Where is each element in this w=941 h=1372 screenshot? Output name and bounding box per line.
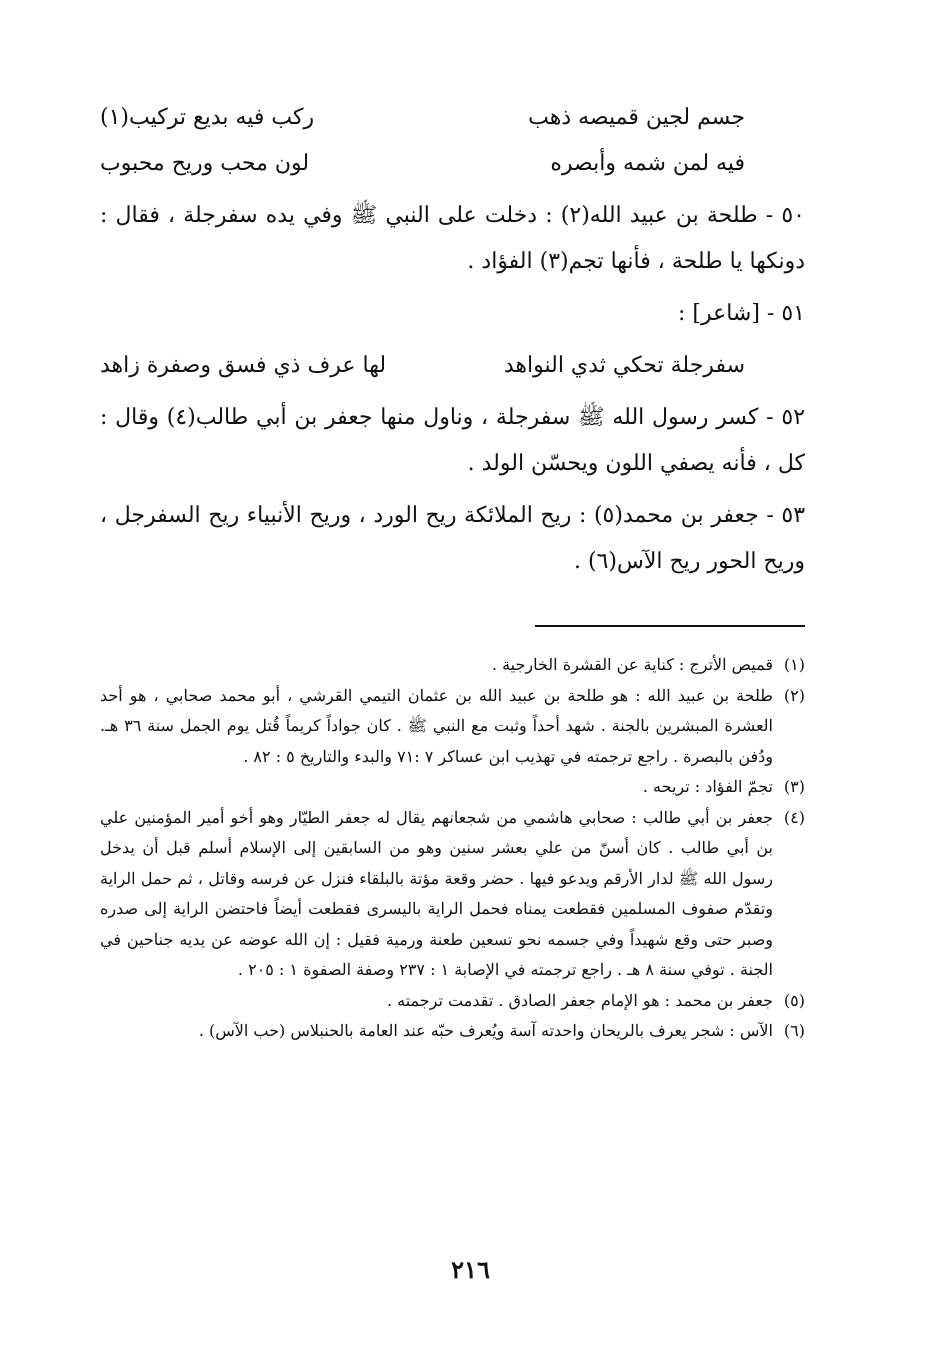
footnote-5 — [100, 986, 805, 1017]
footnote-text: جعفر بن أبي طالب : صحابي هاشمي من شجعانهم يقال له جعفر الطيّار وهو أخو أمير المؤمنين علي بن أبي طالب . كان أسنّ من علي بعشر سنين وهو من السابقين إلى الإسلام أسلم قبل أن يدخل رسول الله ﷺ لدار الأرقم ويدعو فيها . حضر وقعة مؤتة بالبلقاء فنزل عن فرسه وقاتل ، ثم حمل الراية وتقدّم صفوف المسلمين فقطعت يمناه فحمل الراية باليسرى فقطعت أيضاً فاحتضن الراية إلى صدره وصبر حتى وقع شهيداً وفي جسمه نحو تسعين طعنة ورمية فقيل : إن الله عوضه عن يديه جناحين في الجنة . توفي سنة ٨ هـ . راجع ترجمته في الإصابة ١ : ٢٣٧ وصفة الصفوة ١ : ٢٠٥ . — [100, 807, 773, 979]
footnote-number: (١) — [783, 655, 805, 674]
footnote-text: الآس : شجر يعرف بالريحان واحدته آسة ويُعرف حبّه عند العامة بالحنبلاس (حب الآس) . — [198, 1021, 773, 1040]
main-text — [100, 95, 805, 591]
poem-hemistich-right: فيه لمن شمه وأبصره — [550, 151, 745, 176]
footnote-number: (٦) — [783, 1021, 805, 1040]
page-number: ٢١٦ — [451, 1255, 490, 1284]
footnote-text: تجمّ الفؤاد : تريحه . — [642, 777, 773, 796]
poem-line-3 — [100, 343, 805, 389]
footnote-3 — [100, 772, 805, 803]
footnote-1 — [100, 650, 805, 681]
footnote-text: قميص الأترج : كناية عن القشرة الخارجية . — [491, 655, 773, 674]
poem-hemistich-right: جسم لجين قميصه ذهب — [528, 105, 745, 130]
footnote-text: جعفر بن محمد : هو الإمام جعفر الصادق . تقدمت ترجمته . — [386, 990, 773, 1010]
footnote-4 — [100, 803, 805, 986]
footnotes — [100, 650, 805, 1047]
footnote-6 — [100, 1016, 805, 1047]
entry-51-heading: ٥١ - [شاعر] : — [677, 301, 805, 326]
footnote-text: طلحة بن عبيد الله : هو طلحة بن عبيد الله بن عثمان التيمي القرشي ، أبو محمد صحابي ، هو أحد العشرة المبشرين بالجنة . شهد أحداً وثبت مع النبي ﷺ . كان جواداً كريماً قُتل يوم الجمل سنة ٣٦ هـ. ودُفن بالبصرة . راجع ترجمته في تهذيب ابن عساكر ٧ :٧١ والبدء والتاريخ ٥ : ٨٢ . — [100, 685, 774, 766]
poem-hemistich-left: ركب فيه بديع تركيب(١) — [100, 105, 315, 130]
poem-hemistich-left: لها عرف ذي فسق وصفرة زاهد — [100, 353, 387, 378]
entry-50: ٥٠ - طلحة بن عبيد الله(٢) : دخلت على النبي ﷺ وفي يده سفرجلة ، فقال : دونكها يا طلحة ، فأنها تجم(٣) الفؤاد . — [100, 203, 805, 274]
poem-hemistich-left: لون محب وريح محبوب — [100, 151, 310, 176]
entry-52: ٥٢ - كسر رسول الله ﷺ سفرجلة ، وناول منها جعفر بن أبي طالب(٤) وقال : كل ، فأنه يصفي اللون ويحسّن الولد . — [100, 405, 806, 476]
footnote-number: (٣) — [783, 777, 805, 796]
poem-hemistich-right: سفرجلة تحكي ثدي النواهد — [503, 353, 745, 378]
poem-line-2 — [100, 141, 805, 187]
footnote-number: (٢) — [783, 685, 805, 705]
entry-53: ٥٣ - جعفر بن محمد(٥) : ريح الملائكة ريح الورد ، وريح الأنبياء ريح السفرجل ، وريح الحور ريح الآس(٦) . — [100, 503, 806, 574]
footnote-2 — [100, 681, 805, 773]
footnote-number: (٥) — [783, 990, 805, 1010]
poem-line-1 — [100, 95, 805, 141]
footnote-divider — [535, 625, 805, 627]
footnote-number: (٤) — [783, 807, 805, 827]
